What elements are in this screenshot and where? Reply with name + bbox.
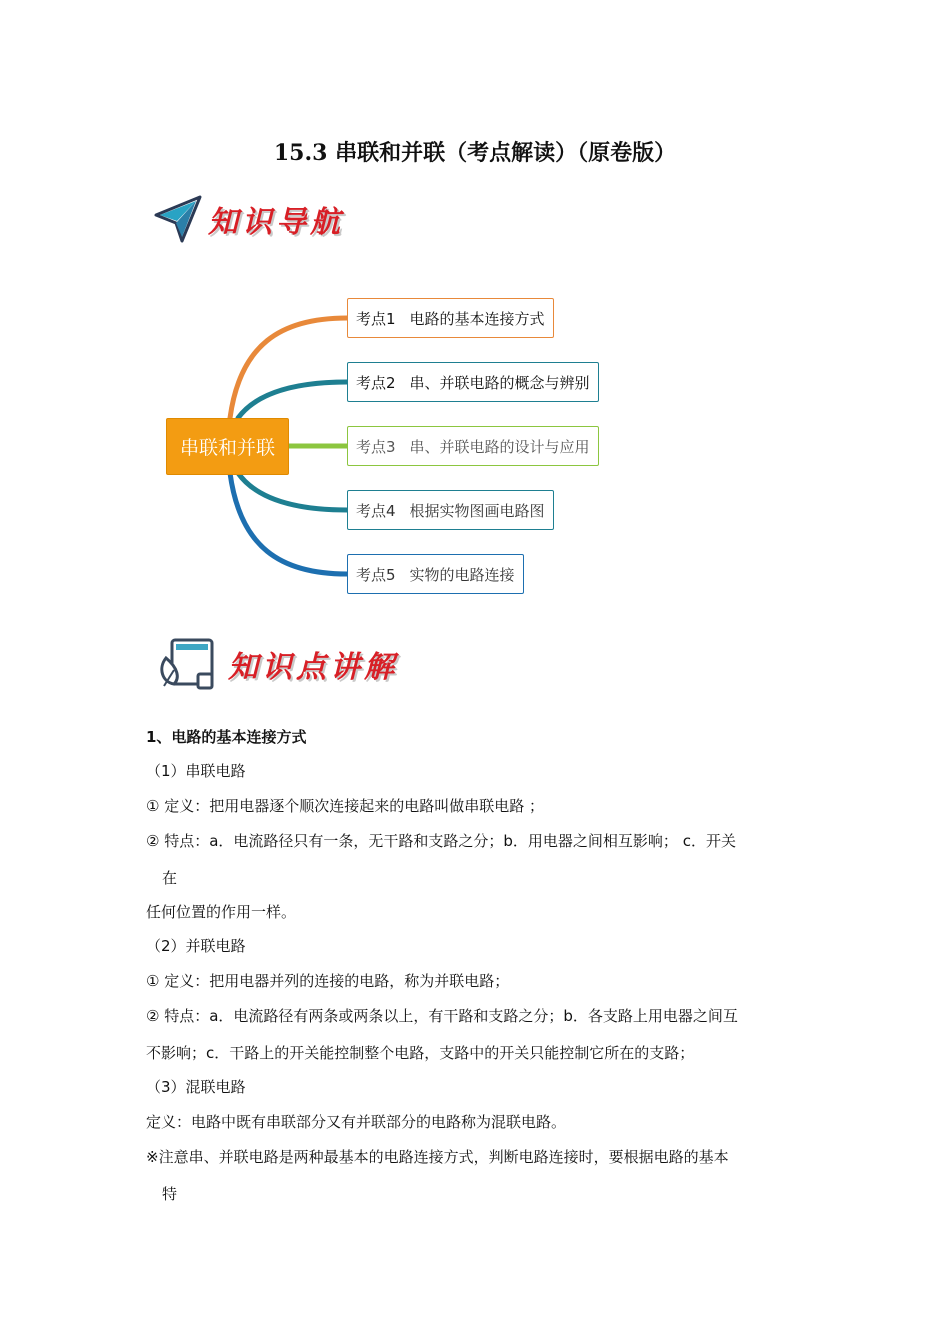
node-label: 串、并联电路的概念与辨别: [409, 373, 590, 392]
text-line: （3）混联电路: [146, 1078, 246, 1096]
document-title: 15.3 串联和并联（考点解读）（原卷版）: [273, 140, 677, 166]
text-line: ※注意串、并联电路是两种最基本的电路连接方式，判断电路连接时，要根据电路的基本: [146, 1148, 729, 1166]
node-number: 考点5: [356, 565, 396, 584]
mind-map-node-1: [347, 298, 554, 338]
knowledge-lecture-banner: [156, 634, 398, 694]
scroll-quill-icon: [156, 634, 218, 694]
mind-map-node-4: [347, 490, 554, 530]
mind-map: [150, 285, 630, 605]
knowledge-lecture-title: 知识点讲解: [228, 650, 398, 685]
text-line: ② 特点：a．电流路径只有一条，无干路和支路之分；b．用电器之间相互影响； c．开关: [146, 832, 736, 850]
connector-1: [230, 318, 347, 418]
knowledge-nav-banner: [152, 193, 344, 245]
text-line: （2）并联电路: [146, 937, 246, 955]
node-number: 考点3: [356, 437, 396, 456]
text-line: （1）串联电路: [146, 762, 246, 780]
paper-plane-icon: [152, 193, 204, 245]
mind-map-node-3: [347, 426, 599, 466]
node-number: 考点4: [356, 501, 396, 520]
node-number: 考点2: [356, 373, 396, 392]
text-line: ② 特点：a．电流路径有两条或两条以上，有干路和支路之分；b．各支路上用电器之间互: [146, 1007, 738, 1025]
mind-map-node-5: [347, 554, 524, 594]
text-line: 在: [162, 869, 178, 887]
text-line: 不影响；c．干路上的开关能控制整个电路，支路中的开关只能控制它所在的支路；: [146, 1044, 695, 1062]
mind-map-root: 串联和并联: [166, 418, 289, 475]
node-number: 考点1: [356, 309, 396, 328]
text-line: ① 定义：把用电器逐个顺次连接起来的电路叫做串联电路 ；: [146, 797, 544, 815]
node-label: 串、并联电路的设计与应用: [409, 437, 590, 456]
node-label: 电路的基本连接方式: [409, 309, 545, 328]
node-label: 根据实物图画电路图: [409, 501, 545, 520]
node-label: 实物的电路连接: [409, 565, 515, 584]
connector-2: [238, 382, 347, 418]
knowledge-nav-title: 知识导航: [208, 205, 344, 240]
text-line: 定义：电路中既有串联部分又有并联部分的电路称为混联电路。: [146, 1113, 567, 1131]
text-line: ① 定义：把用电器并列的连接的电路，称为并联电路；: [146, 972, 510, 990]
text-line: 特: [162, 1185, 178, 1203]
text-line: 任何位置的作用一样。: [146, 903, 297, 921]
section-heading: 1、电路的基本连接方式: [146, 728, 307, 746]
connector-4: [238, 473, 347, 510]
mind-map-node-2: [347, 362, 599, 402]
connector-5: [230, 473, 347, 574]
